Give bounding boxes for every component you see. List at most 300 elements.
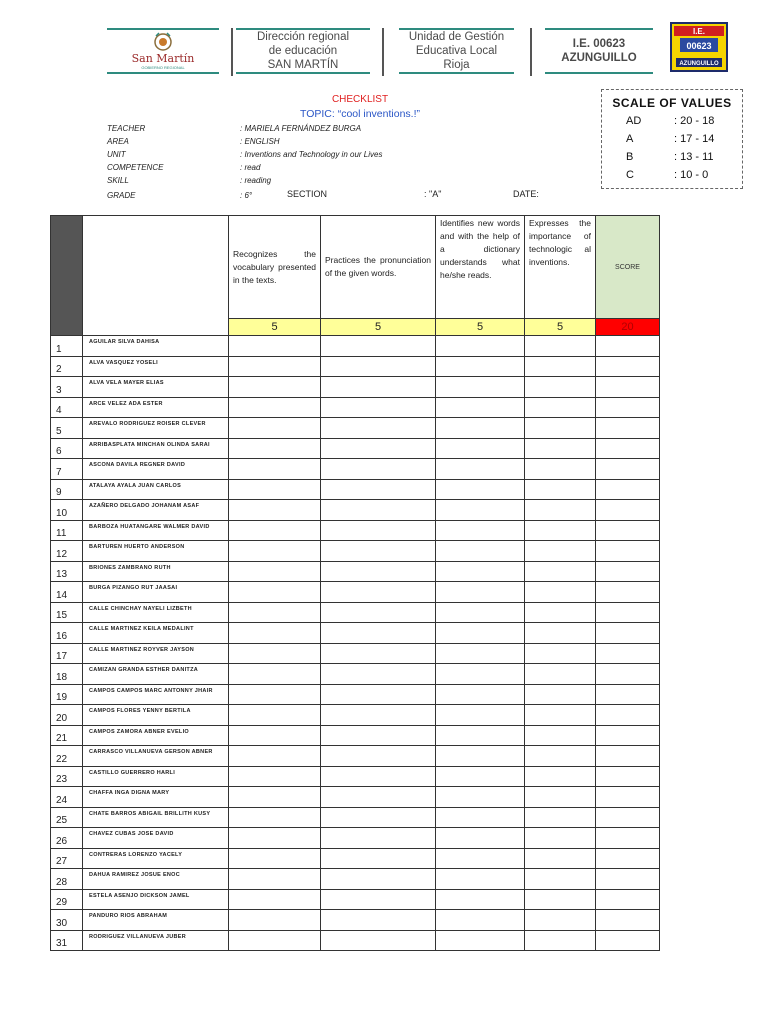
header-ie-box	[545, 28, 653, 74]
score-cell[interactable]	[596, 787, 660, 808]
student-name: CARRASCO VILLANUEVA GERSON ABNER	[83, 746, 229, 767]
criterion-mark-cell[interactable]	[436, 602, 525, 623]
checklist-title: CHECKLIST	[331, 94, 389, 105]
criterion-mark-cell[interactable]	[321, 828, 436, 849]
student-name: CAMIZAN GRANDA ESTHER DANITZA	[83, 664, 229, 685]
table-row	[51, 500, 660, 521]
criterion-mark-cell[interactable]	[321, 746, 436, 767]
criterion-mark-cell[interactable]	[229, 889, 321, 910]
criterion-mark-cell[interactable]	[436, 397, 525, 418]
table-row	[51, 766, 660, 787]
criterion-mark-cell[interactable]	[525, 889, 596, 910]
table-row	[51, 643, 660, 664]
criterion-mark-cell[interactable]	[321, 602, 436, 623]
criterion-mark-cell[interactable]	[229, 397, 321, 418]
student-name: ARRIBASPLATA MINCHAN OLINDA SARAI	[83, 438, 229, 459]
score-cell[interactable]	[596, 602, 660, 623]
student-name: CHAVEZ CUBAS JOSE DAVID	[83, 828, 229, 849]
criterion-mark-cell[interactable]	[229, 602, 321, 623]
criterion-mark-cell[interactable]	[321, 541, 436, 562]
table-row	[51, 418, 660, 439]
criterion-mark-cell[interactable]	[525, 459, 596, 480]
competence-label: COMPETENCE	[107, 163, 164, 172]
topic-title: TOPIC: “cool inventions.!”	[299, 108, 421, 120]
logo-subtext: GOBIERNO REGIONAL	[141, 65, 185, 70]
criterion-mark-cell[interactable]	[321, 910, 436, 931]
criterion-mark-cell[interactable]	[436, 377, 525, 398]
criterion-mark-cell[interactable]	[321, 418, 436, 439]
criterion-mark-cell[interactable]	[229, 336, 321, 357]
score-cell[interactable]	[596, 438, 660, 459]
student-name: CASTILLO GUERRERO HARLI	[83, 766, 229, 787]
student-number: 13	[51, 561, 83, 582]
table-row	[51, 623, 660, 644]
scale-grade: B	[626, 151, 634, 163]
table-row	[51, 459, 660, 480]
criterion-mark-cell[interactable]	[525, 418, 596, 439]
student-name: ALVA VELA MAYER ELIAS	[83, 377, 229, 398]
student-name: CAMPOS FLORES YENNY BERTILA	[83, 705, 229, 726]
score-cell[interactable]	[596, 889, 660, 910]
score-cell[interactable]	[596, 766, 660, 787]
header-direccion-box	[236, 28, 370, 74]
criterion-mark-cell[interactable]	[525, 705, 596, 726]
table-row	[51, 828, 660, 849]
criterion-mark-cell[interactable]	[229, 664, 321, 685]
student-number: 25	[51, 807, 83, 828]
header-divider	[382, 28, 384, 76]
student-name: ASCONA DAVILA REGNER DAVID	[83, 459, 229, 480]
criterion-mark-cell[interactable]	[321, 664, 436, 685]
criterion-points: 5	[229, 319, 321, 336]
student-number: 9	[51, 479, 83, 500]
student-name: ESTELA ASENJO DICKSON JAMEL	[83, 889, 229, 910]
criterion-points: 5	[321, 319, 436, 336]
criterion-mark-cell[interactable]	[321, 500, 436, 521]
student-number: 30	[51, 910, 83, 931]
number-column-header	[51, 216, 83, 336]
student-number: 27	[51, 848, 83, 869]
regional-crest-icon	[152, 32, 174, 52]
criterion-mark-cell[interactable]	[525, 397, 596, 418]
criterion-mark-cell[interactable]	[321, 479, 436, 500]
criterion-mark-cell[interactable]	[436, 336, 525, 357]
criterion-mark-cell[interactable]	[436, 459, 525, 480]
table-row	[51, 602, 660, 623]
criterion-mark-cell[interactable]	[321, 520, 436, 541]
score-cell[interactable]	[596, 336, 660, 357]
criterion-mark-cell[interactable]	[321, 787, 436, 808]
student-name: ALVA VASQUEZ YOSELI	[83, 356, 229, 377]
student-number: 3	[51, 377, 83, 398]
skill-value: : reading	[240, 176, 272, 185]
table-row	[51, 397, 660, 418]
student-number: 7	[51, 459, 83, 480]
criterion-points: 5	[525, 319, 596, 336]
section-label: SECTION	[287, 189, 328, 199]
scale-range: : 13 - 11	[674, 151, 714, 163]
student-name: BURGA PIZANGO RUT JAASAI	[83, 582, 229, 603]
student-number: 10	[51, 500, 83, 521]
criterion-mark-cell[interactable]	[525, 336, 596, 357]
criterion-mark-cell[interactable]	[436, 520, 525, 541]
score-cell[interactable]	[596, 705, 660, 726]
student-number: 29	[51, 889, 83, 910]
criterion-header: Practices the pronunciation of the given words.	[321, 216, 436, 319]
student-number: 26	[51, 828, 83, 849]
criterion-header: Recognizes the vocabulary presented in the texts.	[229, 216, 321, 319]
student-name: ATALAYA AYALA JUAN CARLOS	[83, 479, 229, 500]
student-number: 14	[51, 582, 83, 603]
table-row	[51, 807, 660, 828]
score-cell[interactable]	[596, 397, 660, 418]
criterion-mark-cell[interactable]	[436, 807, 525, 828]
criterion-mark-cell[interactable]	[436, 684, 525, 705]
criterion-mark-cell[interactable]	[321, 807, 436, 828]
table-row	[51, 377, 660, 398]
score-cell[interactable]	[596, 643, 660, 664]
score-cell[interactable]	[596, 561, 660, 582]
table-row	[51, 438, 660, 459]
student-number: 18	[51, 664, 83, 685]
scale-range: : 17 - 14	[674, 133, 715, 145]
criterion-mark-cell[interactable]	[525, 500, 596, 521]
criterion-mark-cell[interactable]	[525, 643, 596, 664]
criterion-mark-cell[interactable]	[436, 479, 525, 500]
criterion-mark-cell[interactable]	[229, 930, 321, 951]
criterion-mark-cell[interactable]	[229, 848, 321, 869]
criterion-mark-cell[interactable]	[436, 910, 525, 931]
criterion-mark-cell[interactable]	[436, 623, 525, 644]
header-direccion: Dirección regional de educación SAN MARTÍN	[256, 31, 350, 71]
san-martin-logo	[107, 28, 219, 74]
criterion-mark-cell[interactable]	[229, 705, 321, 726]
criterion-mark-cell[interactable]	[525, 746, 596, 767]
table-row	[51, 848, 660, 869]
area-value: : ENGLISH	[240, 137, 280, 146]
criterion-mark-cell[interactable]	[525, 561, 596, 582]
score-cell[interactable]	[596, 848, 660, 869]
student-name: CHATE BARROS ABIGAIL BRILLITH KUSY	[83, 807, 229, 828]
criterion-header: Identifies new words and with the help of a dictionary understands what he/she reads.	[436, 216, 525, 319]
criterion-mark-cell[interactable]	[436, 725, 525, 746]
criterion-mark-cell[interactable]	[525, 725, 596, 746]
student-name: AGUILAR SILVA DAHISA	[83, 336, 229, 357]
criterion-mark-cell[interactable]	[525, 602, 596, 623]
criterion-mark-cell[interactable]	[229, 541, 321, 562]
student-rows	[51, 336, 660, 951]
criterion-mark-cell[interactable]	[525, 910, 596, 931]
student-number: 19	[51, 684, 83, 705]
criterion-mark-cell[interactable]	[525, 356, 596, 377]
table-row	[51, 869, 660, 890]
student-number: 5	[51, 418, 83, 439]
student-number: 16	[51, 623, 83, 644]
table-row	[51, 705, 660, 726]
score-cell[interactable]	[596, 869, 660, 890]
scale-row	[602, 133, 742, 151]
school-logo	[670, 22, 728, 72]
score-cell[interactable]	[596, 725, 660, 746]
criterion-mark-cell[interactable]	[525, 438, 596, 459]
criterion-mark-cell[interactable]	[525, 787, 596, 808]
score-cell[interactable]	[596, 828, 660, 849]
student-number: 1	[51, 336, 83, 357]
criterion-mark-cell[interactable]	[436, 746, 525, 767]
criterion-mark-cell[interactable]	[436, 930, 525, 951]
criterion-mark-cell[interactable]	[436, 705, 525, 726]
criterion-mark-cell[interactable]	[436, 766, 525, 787]
scale-of-values-box	[601, 89, 743, 189]
criterion-mark-cell[interactable]	[229, 766, 321, 787]
student-number: 21	[51, 725, 83, 746]
criterion-mark-cell[interactable]	[321, 725, 436, 746]
logo-brand-text: San Martín	[131, 52, 195, 65]
student-name: RODRIGUEZ VILLANUEVA JUBER	[83, 930, 229, 951]
scale-grade: AD	[626, 115, 642, 127]
criterion-mark-cell[interactable]	[321, 377, 436, 398]
score-cell[interactable]	[596, 520, 660, 541]
student-number: 31	[51, 930, 83, 951]
criterion-mark-cell[interactable]	[436, 561, 525, 582]
score-cell[interactable]	[596, 746, 660, 767]
criterion-mark-cell[interactable]	[229, 684, 321, 705]
criterion-mark-cell[interactable]	[525, 623, 596, 644]
table-row	[51, 479, 660, 500]
teacher-label: TEACHER	[107, 124, 146, 133]
criterion-mark-cell[interactable]	[525, 541, 596, 562]
criterion-mark-cell[interactable]	[436, 500, 525, 521]
criterion-mark-cell[interactable]	[229, 479, 321, 500]
criterion-mark-cell[interactable]	[229, 377, 321, 398]
score-cell[interactable]	[596, 418, 660, 439]
table-row	[51, 520, 660, 541]
student-number: 20	[51, 705, 83, 726]
header-ugel-box	[399, 28, 514, 74]
date-label: DATE:	[513, 189, 539, 199]
criterion-mark-cell[interactable]	[436, 828, 525, 849]
student-name: CAMPOS ZAMORA ABNER EVELIO	[83, 725, 229, 746]
criterion-mark-cell[interactable]	[525, 684, 596, 705]
score-cell[interactable]	[596, 541, 660, 562]
criterion-mark-cell[interactable]	[229, 828, 321, 849]
criterion-mark-cell[interactable]	[525, 848, 596, 869]
criterion-mark-cell[interactable]	[321, 889, 436, 910]
student-name: DAHUA RAMIREZ JOSUE ENOC	[83, 869, 229, 890]
criterion-mark-cell[interactable]	[525, 520, 596, 541]
student-number: 6	[51, 438, 83, 459]
criterion-mark-cell[interactable]	[436, 889, 525, 910]
table-row	[51, 725, 660, 746]
criterion-mark-cell[interactable]	[229, 561, 321, 582]
criterion-mark-cell[interactable]	[525, 828, 596, 849]
score-cell[interactable]	[596, 377, 660, 398]
criterion-mark-cell[interactable]	[321, 561, 436, 582]
scale-row	[602, 169, 742, 187]
criterion-mark-cell[interactable]	[321, 459, 436, 480]
student-number: 2	[51, 356, 83, 377]
student-number: 4	[51, 397, 83, 418]
score-cell[interactable]	[596, 664, 660, 685]
unit-label: UNIT	[107, 150, 126, 159]
criterion-mark-cell[interactable]	[436, 418, 525, 439]
header-ie: I.E. 00623 AZUNGUILLO	[561, 38, 637, 64]
criterion-mark-cell[interactable]	[229, 910, 321, 931]
student-name: AREVALO RODRIGUEZ ROISER CLEVER	[83, 418, 229, 439]
score-cell[interactable]	[596, 684, 660, 705]
score-cell[interactable]	[596, 930, 660, 951]
grade-label: GRADE	[107, 191, 136, 200]
criterion-mark-cell[interactable]	[321, 930, 436, 951]
criterion-mark-cell[interactable]	[321, 684, 436, 705]
criterion-mark-cell[interactable]	[321, 397, 436, 418]
criterion-mark-cell[interactable]	[525, 664, 596, 685]
criterion-mark-cell[interactable]	[229, 438, 321, 459]
scale-grade: A	[626, 133, 634, 145]
student-number: 11	[51, 520, 83, 541]
criterion-mark-cell[interactable]	[229, 582, 321, 603]
scale-range: : 20 - 18	[674, 115, 715, 127]
scale-title: SCALE OF VALUES	[612, 96, 732, 110]
score-header: SCORE	[596, 216, 660, 319]
table-row	[51, 582, 660, 603]
student-name: BARBOZA HUATANGARE WALMER DAVID	[83, 520, 229, 541]
criterion-mark-cell[interactable]	[525, 479, 596, 500]
criterion-mark-cell[interactable]	[321, 869, 436, 890]
student-number: 17	[51, 643, 83, 664]
teacher-value: : MARIELA FERNÁNDEZ BURGA	[240, 124, 362, 133]
student-number: 28	[51, 869, 83, 890]
school-logo-code: 00623	[686, 41, 712, 51]
criterion-mark-cell[interactable]	[436, 664, 525, 685]
criterion-mark-cell[interactable]	[525, 807, 596, 828]
table-row	[51, 684, 660, 705]
student-name: PANDURO RIOS ABRAHAM	[83, 910, 229, 931]
student-name: BRIONES ZAMBRANO RUTH	[83, 561, 229, 582]
score-cell[interactable]	[596, 807, 660, 828]
student-number: 24	[51, 787, 83, 808]
criterion-points: 5	[436, 319, 525, 336]
scale-row	[602, 151, 742, 169]
unit-value: : Inventions and Technology in our Lives	[240, 150, 383, 159]
area-label: AREA	[107, 137, 129, 146]
criterion-mark-cell[interactable]	[321, 623, 436, 644]
criterion-mark-cell[interactable]	[436, 848, 525, 869]
scale-row	[602, 115, 742, 133]
scale-grade: C	[626, 169, 634, 181]
table-row	[51, 664, 660, 685]
criterion-mark-cell[interactable]	[321, 438, 436, 459]
table-row	[51, 356, 660, 377]
criterion-mark-cell[interactable]	[229, 459, 321, 480]
table-row	[51, 541, 660, 562]
school-logo-top-text: I.E.	[692, 27, 706, 36]
table-header-row	[51, 216, 660, 319]
student-number: 12	[51, 541, 83, 562]
criterion-mark-cell[interactable]	[229, 520, 321, 541]
criterion-mark-cell[interactable]	[436, 643, 525, 664]
criterion-mark-cell[interactable]	[525, 582, 596, 603]
competence-value: : read	[240, 163, 261, 172]
criterion-mark-cell[interactable]	[321, 705, 436, 726]
criterion-mark-cell[interactable]	[321, 336, 436, 357]
school-logo-name: AZUNGUILLO	[679, 61, 719, 67]
table-row	[51, 910, 660, 931]
criterion-mark-cell[interactable]	[436, 541, 525, 562]
scale-range: : 10 - 0	[674, 169, 709, 181]
student-name: CALLE MARTINEZ ROYVER JAYSON	[83, 643, 229, 664]
criterion-mark-cell[interactable]	[436, 356, 525, 377]
student-name: CAMPOS CAMPOS MARC ANTONNY JHAIR	[83, 684, 229, 705]
student-name: CONTRERAS LORENZO YACELY	[83, 848, 229, 869]
criterion-header: Expresses the importance of technologic al inventions.	[525, 216, 596, 319]
criterion-mark-cell[interactable]	[229, 418, 321, 439]
criterion-mark-cell[interactable]	[229, 500, 321, 521]
header-divider	[231, 28, 233, 76]
criterion-mark-cell[interactable]	[321, 848, 436, 869]
criterion-mark-cell[interactable]	[229, 869, 321, 890]
table-row	[51, 336, 660, 357]
criterion-mark-cell[interactable]	[229, 643, 321, 664]
student-number: 23	[51, 766, 83, 787]
score-cell[interactable]	[596, 356, 660, 377]
table-row	[51, 889, 660, 910]
criterion-mark-cell[interactable]	[229, 787, 321, 808]
criterion-mark-cell[interactable]	[436, 438, 525, 459]
total-points: 20	[596, 319, 660, 336]
score-cell[interactable]	[596, 500, 660, 521]
criterion-mark-cell[interactable]	[229, 623, 321, 644]
header-divider	[530, 28, 532, 76]
criterion-mark-cell[interactable]	[525, 869, 596, 890]
criterion-mark-cell[interactable]	[229, 356, 321, 377]
criterion-mark-cell[interactable]	[525, 377, 596, 398]
student-name: CALLE CHINCHAY NAYELI LIZBETH	[83, 602, 229, 623]
criterion-mark-cell[interactable]	[525, 766, 596, 787]
score-cell[interactable]	[596, 459, 660, 480]
criterion-mark-cell[interactable]	[321, 582, 436, 603]
grade-value: : 6°	[240, 191, 253, 200]
criterion-mark-cell[interactable]	[229, 807, 321, 828]
criterion-mark-cell[interactable]	[436, 787, 525, 808]
student-number: 15	[51, 602, 83, 623]
criterion-mark-cell[interactable]	[436, 582, 525, 603]
checklist-table	[50, 215, 660, 951]
criterion-mark-cell[interactable]	[436, 869, 525, 890]
criterion-mark-cell[interactable]	[321, 643, 436, 664]
criterion-mark-cell[interactable]	[321, 766, 436, 787]
criterion-mark-cell[interactable]	[525, 930, 596, 951]
student-name: CALLE MARTINEZ KEILA MEDALINT	[83, 623, 229, 644]
student-name: BARTUREN HUERTO ANDERSON	[83, 541, 229, 562]
table-row	[51, 930, 660, 951]
score-cell[interactable]	[596, 623, 660, 644]
criterion-mark-cell[interactable]	[229, 725, 321, 746]
student-name: AZAÑERO DELGADO JOHANAM ASAF	[83, 500, 229, 521]
section-value: : "A"	[424, 189, 442, 199]
table-row	[51, 561, 660, 582]
name-column-header	[83, 216, 229, 336]
criterion-mark-cell[interactable]	[321, 356, 436, 377]
score-cell[interactable]	[596, 479, 660, 500]
skill-label: SKILL	[107, 176, 129, 185]
criterion-mark-cell[interactable]	[229, 746, 321, 767]
header-ugel: Unidad de Gestión Educativa Local Rioja	[408, 31, 505, 71]
table-row	[51, 787, 660, 808]
student-number: 22	[51, 746, 83, 767]
score-cell[interactable]	[596, 910, 660, 931]
score-cell[interactable]	[596, 582, 660, 603]
